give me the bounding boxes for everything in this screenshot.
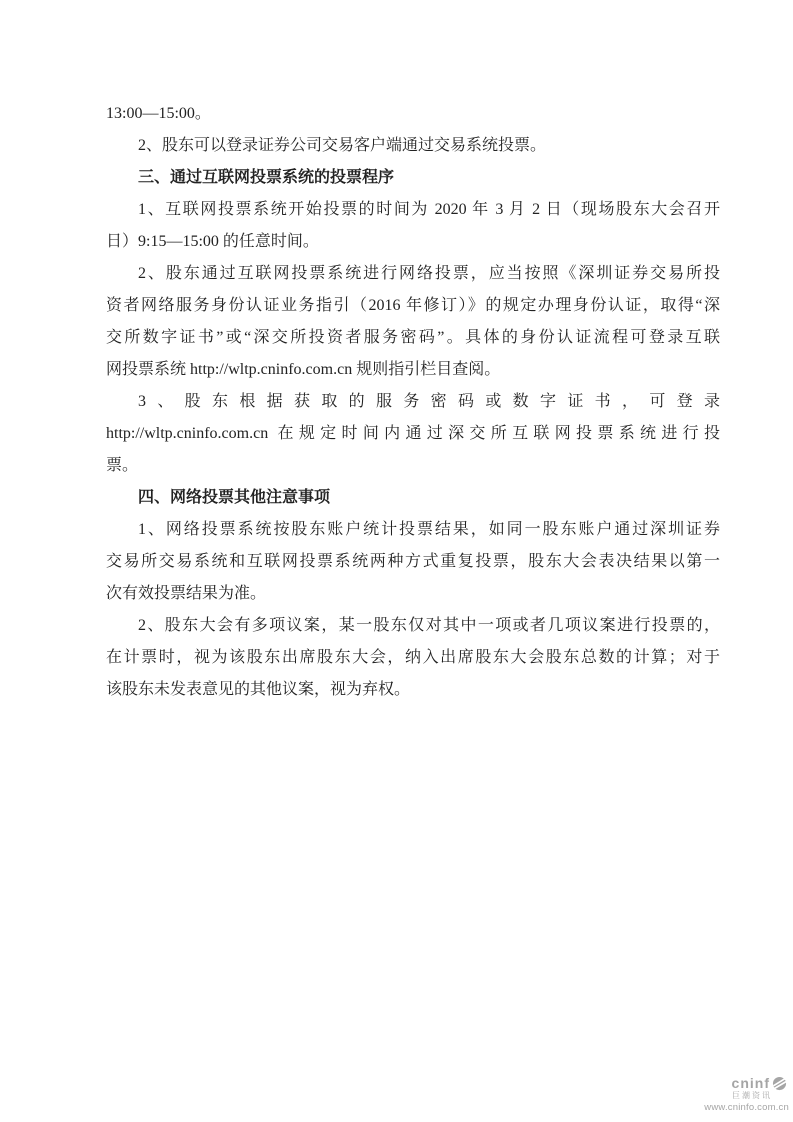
text-line: 1、网络投票系统按股东账户统计投票结果，如同一股东账户通过深圳证券 [138, 521, 720, 538]
text-line: 票。 [106, 457, 139, 474]
text-line: http://wltp.cninfo.com.cn 在规定时间内通过深交所互联网投票系统进行投 [106, 425, 720, 442]
text-line: 交所数字证书”或“深交所投资者服务密码”。具体的身份认证流程可登录互联 [106, 329, 720, 346]
text-line: 次有效投票结果为准。 [106, 585, 267, 602]
text-line: 2、股东通过互联网投票系统进行网络投票，应当按照《深圳证券交易所投 [138, 265, 720, 282]
cninfo-brand-row [704, 1076, 789, 1091]
text-line: 在计票时，视为该股东出席股东大会，纳入出席股东大会股东总数的计算；对于 [106, 649, 720, 666]
text-line: 3、股东根据获取的服务密码或数字证书，可登录 [138, 393, 720, 410]
text-line: 资者网络服务身份认证业务指引（2016 年修订）》的规定办理身份认证，取得“深 [106, 297, 720, 314]
text-line: 该股东未发表意见的其他议案，视为弃权。 [106, 681, 411, 698]
cninfo-watermark [704, 1076, 789, 1113]
text-line: 1、互联网投票系统开始投票的时间为 2020 年 3 月 2 日（现场股东大会召开 [138, 201, 720, 218]
text-line: 13:00—15:00。 [106, 105, 211, 122]
section-heading: 四、网络投票其他注意事项 [138, 489, 331, 506]
text-line: 交易所交易系统和互联网投票系统两种方式重复投票，股东大会表决结果以第一 [106, 553, 720, 570]
cninfo-brand-text: cninf [731, 1075, 770, 1091]
cninfo-brand-chinese: 巨潮资讯 [732, 1090, 772, 1100]
text-line: 2、股东可以登录证券公司交易客户端通过交易系统投票。 [138, 137, 547, 154]
text-line: 2、股东大会有多项议案，某一股东仅对其中一项或者几项议案进行投票的， [138, 617, 720, 634]
text-line: 日）9:15—15:00 的任意时间。 [106, 233, 319, 250]
section-heading: 三、通过互联网投票系统的投票程序 [138, 169, 395, 186]
text-line: 网投票系统 http://wltp.cninfo.com.cn 规则指引栏目查阅。 [106, 361, 501, 378]
cninfo-url: www.cninfo.com.cn [704, 1101, 789, 1113]
document-body [106, 98, 720, 706]
cninfo-logo-icon [772, 1076, 787, 1091]
